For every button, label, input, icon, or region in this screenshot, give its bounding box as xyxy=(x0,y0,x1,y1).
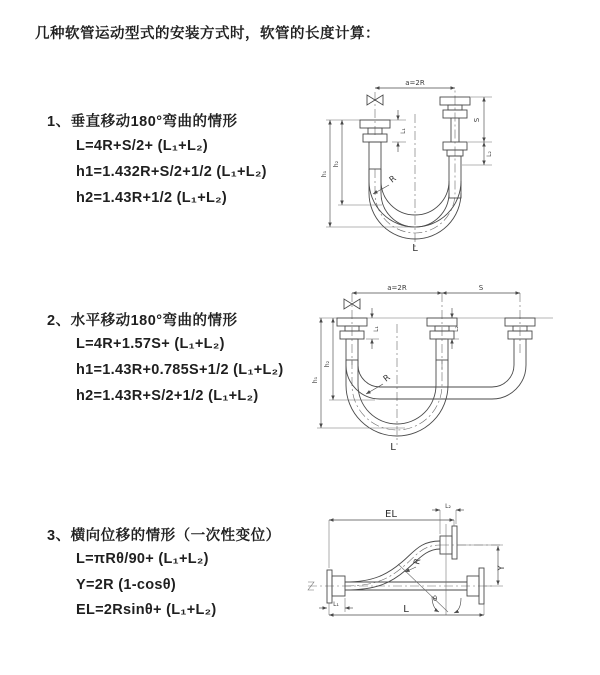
diagram-horizontal-180-bend xyxy=(305,280,600,465)
dimension-l1 xyxy=(366,308,380,349)
dimension-span xyxy=(375,79,455,88)
dim-label-l2: L₂ xyxy=(453,326,460,332)
dimension-l1 xyxy=(319,598,353,612)
dim-label-span: a=2R xyxy=(387,284,407,292)
dim-label-h2: h₂ xyxy=(324,360,331,368)
dim-label-l: L xyxy=(390,442,396,453)
section-3-formula-EL: EL=2Rsinθ+ (L₁+L₂) xyxy=(76,602,217,618)
dim-label-r: R xyxy=(387,173,399,186)
dimension-s xyxy=(442,284,520,293)
centerlines xyxy=(308,545,503,586)
dim-label-h1: h₁ xyxy=(312,376,319,384)
dimension-span xyxy=(352,284,442,293)
dimension-y xyxy=(457,545,507,586)
diagram-vertical-180-bend xyxy=(310,72,592,264)
section-1-formula-L: L=4R+S/2+ (L₁+L₂) xyxy=(76,138,208,154)
dimension-l1 xyxy=(392,110,407,152)
dimension-h2 xyxy=(333,120,382,205)
dim-label-l1: L₁ xyxy=(373,326,380,332)
dimension-h2 xyxy=(324,318,375,400)
radius-leader xyxy=(373,174,399,194)
radius-leader xyxy=(405,557,423,572)
dim-label-r: R xyxy=(381,372,393,385)
dim-label-l1: L₁ xyxy=(400,128,407,134)
dim-label-l: L xyxy=(412,243,418,254)
dim-label-r: R xyxy=(412,557,424,566)
section-1-formula-h1: h1=1.432R+S/2+1/2 (L₁+L₂) xyxy=(76,164,267,180)
section-2-formula-L: L=4R+1.57S+ (L₁+L₂) xyxy=(76,336,225,352)
dim-label-span: a=2R xyxy=(405,79,425,87)
dimension-el xyxy=(329,509,454,568)
dim-label-s: S xyxy=(473,117,481,123)
section-1-heading: 1、垂直移动180°弯曲的情形 xyxy=(47,114,238,130)
page-title: 几种软管运动型式的安装方式时，软管的长度计算： xyxy=(35,26,380,42)
radius-leader xyxy=(366,373,393,394)
section-2-formula-h2: h2=1.43R+S/2+1/2 (L₁+L₂) xyxy=(76,388,259,404)
dim-label-l: L xyxy=(403,604,409,615)
angle-theta xyxy=(398,524,461,615)
dim-label-l1: L₁ xyxy=(333,601,339,608)
dim-label-l2: L₂ xyxy=(445,503,451,510)
dim-label-l2: L₂ xyxy=(486,151,493,157)
diagram-lateral-displacement xyxy=(298,502,600,664)
section-3-heading: 3、横向位移的情形（一次性变位） xyxy=(47,528,281,544)
section-2-heading: 2、水平移动180°弯曲的情形 xyxy=(47,313,238,329)
left-flange xyxy=(327,570,345,603)
section-1-formula-h2: h2=1.43R+1/2 (L₁+L₂) xyxy=(76,190,228,206)
dim-label-s: S xyxy=(478,284,484,292)
section-3-formula-L: L=πRθ/90+ (L₁+L₂) xyxy=(76,551,209,567)
dim-label-y: Y xyxy=(497,565,507,571)
dim-label-h2: h₂ xyxy=(333,160,340,168)
dimension-l xyxy=(329,603,484,615)
left-pipe-fitting xyxy=(337,318,367,360)
dimension-l2 xyxy=(432,503,464,534)
section-2-formula-h1: h1=1.43R+0.785S+1/2 (L₁+L₂) xyxy=(76,362,284,378)
section-3-formula-Y: Y=2R (1-cosθ) xyxy=(76,577,176,593)
dimension-h1 xyxy=(312,318,405,428)
dim-label-el: EL xyxy=(385,509,397,520)
upper-flange xyxy=(440,526,457,559)
dim-label-theta: θ xyxy=(432,595,438,603)
dimension-l2 xyxy=(484,142,493,165)
dim-label-h1: h₁ xyxy=(321,170,328,178)
